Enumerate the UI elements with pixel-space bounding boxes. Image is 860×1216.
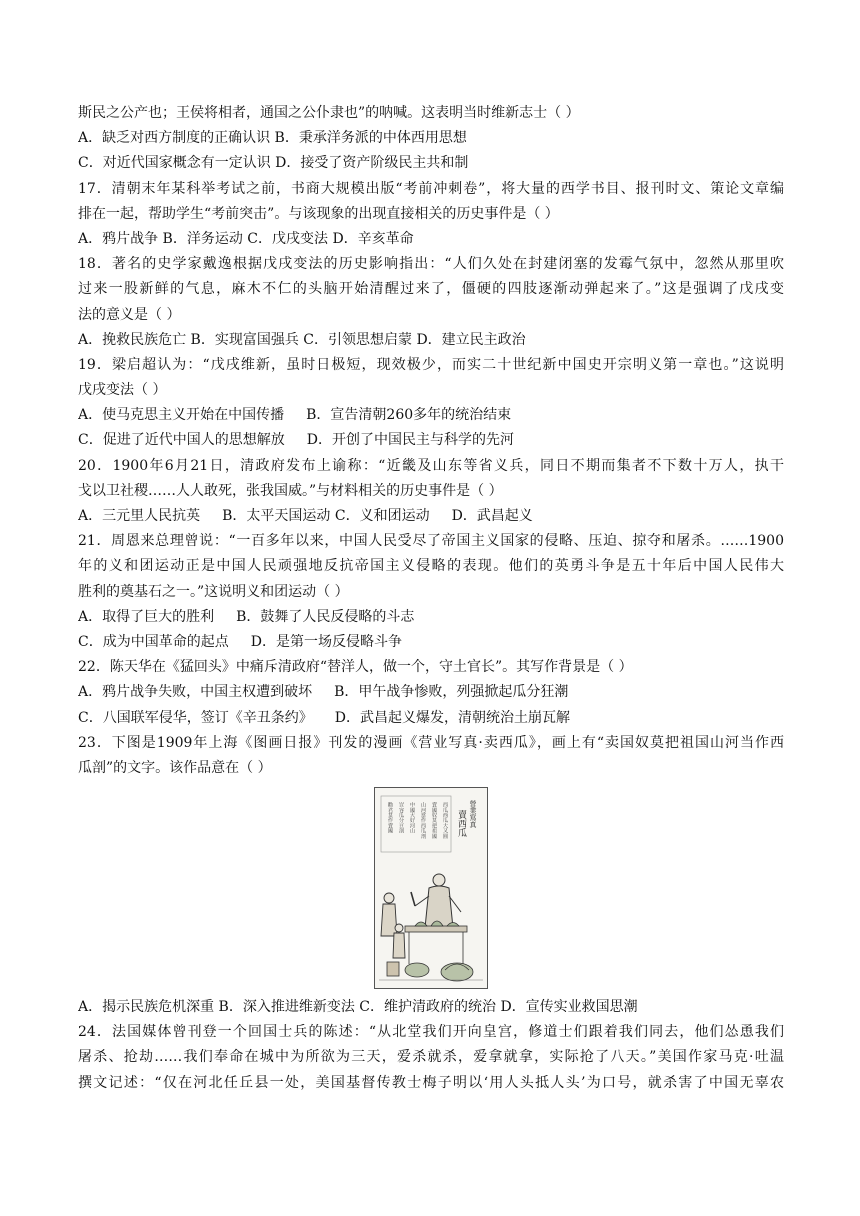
text-line: 屠杀、抢劫……我们奉命在城中为所欲为三天，爱杀就杀，爱拿就拿，实际抢了八天。”美国作家马克·吐温 [78,1049,784,1066]
option-text: B．宣告清朝260多年的统治结束 [306,407,512,424]
questions-after-figure [78,995,784,1096]
option-text: A．鸦片战争失败，中国主权遭到破坏 [78,684,313,701]
text-line: 17．清朝末年某科举考试之前，书商大规模出版“考前冲刺卷”，将大量的西学书目、报刊时文、策论文章编 [78,180,784,197]
text-line: 19．梁启超认为：“戊戌维新，虽时日极短，现效极少，而实二十世纪新中国史开宗明义第一章也。”这说明 [78,356,784,373]
text-line: 过来一股新鲜的气息，麻木不仁的头脑开始清醒过来了，僵硬的四肢逐渐动弹起来了。”这是强调了戊戌变 [78,281,784,298]
option-text: A．取得了巨大的胜利 [78,608,215,625]
text-line [78,605,784,630]
text-line [78,706,784,731]
figure-subtitle: 賣西瓜 [456,810,466,838]
text-line: 年的义和团运动正是中国人民顽强地反抗帝国主义侵略的表现。他们的英勇斗争是五十年后中国人民伟大 [78,558,784,575]
option-text: A．三元里人民抗英 [78,508,201,524]
figure-poem-column: 賣國奴莫把祖國 [431,802,437,839]
text-line: 20．1900年6月21日，清政府发布上谕称：“近畿及山东等省义兵，同日不期而集者不下数十万人，执干 [78,457,784,474]
text-line: 瓜剖”的文字。该作品意在（ ） [78,759,272,776]
figure-poem-column: 中國大好河山 [409,802,415,834]
option-text: B．鼓舞了人民反侵略的斗志 [236,608,415,625]
option-text: C．成为中国革命的起点 [78,633,229,650]
option-text: B．太平天国运动 C．义和团运动 [222,508,430,524]
text-line: A．挽救民族危亡 B．实现富国强兵 C．引领思想启蒙 D．建立民主政治 [78,331,526,348]
text-line [78,403,784,428]
figure-poem-column: 勸君莫作賣國 [387,802,393,834]
text-line [78,504,784,529]
text-line: C．对近代国家概念有一定认识 D．接受了资产阶级民主共和制 [78,155,469,172]
option-text: A．使马克思主义开始在中国传播 [78,407,285,424]
text-line: 斯民之公产也；王侯将相者，通国之公仆隶也”的呐喊。这表明当时维新志士（ ） [78,105,580,121]
option-text: C．八国联军侵华，签订《辛丑条约》 [78,709,313,726]
text-line: 戊戌变法（ ） [78,382,167,399]
option-text: D．开创了中国民主与科学的先河 [306,432,514,449]
text-line: 戈以卫社稷……人人敢死，张我国威。”与材料相关的历史事件是（ ） [78,482,503,499]
figure-area [78,787,784,995]
text-line: 撰文记述：“仅在河北任丘县一处，美国基督传教士梅子明以‘用人头抵人头’为口号，就杀害了中国无辜农 [78,1074,784,1091]
text-line: A．缺乏对西方制度的正确认识 B．秉承洋务派的中体西用思想 [78,130,467,147]
option-text: D．是第一场反侵略斗争 [250,633,402,650]
option-text: C．促进了近代中国人的思想解放 [78,432,285,449]
option-text: B．甲午战争惨败，列强掀起瓜分狂潮 [334,684,569,701]
questions-before-figure [78,101,784,781]
figure-poem-column: 山河當作西瓜剖 [420,802,426,839]
text-line [78,680,784,705]
text-line: 22．陈天华在《猛回头》中痛斥清政府“替洋人，做一个，守土官长”。其写作背景是（ ） [78,659,633,676]
text-line: A．鸦片战争 B．洋务运动 C．戊戌变法 D．辛亥革命 [78,230,414,247]
text-line: 18．著名的史学家戴逸根据戊戌变法的历史影响指出：“人们久处在封建闭塞的发霉气氛中，忽然从那里吹 [78,256,784,273]
text-line: 胜利的奠基石之一。”这说明义和团运动（ ） [78,583,349,600]
text-line: 23．下图是1909年上海《图画日报》刊发的漫画《营业写真·卖西瓜》，画上有“卖国奴莫把祖国山河当作西 [78,734,784,751]
text-line: A．揭示民族危机深重 B．深入推进维新变法 C．维护清政府的统治 D．宣传实业救国思潮 [78,999,638,1016]
option-text: D．武昌起义爆发，清朝统治土崩瓦解 [334,709,570,726]
figure-poem-column: 豈容瓜分豆剖 [398,802,404,834]
document-page [78,101,784,1096]
cartoon-figure [374,787,488,989]
text-line: 排在一起，帮助学生“考前突击”。与该现象的出现直接相关的历史事件是（ ） [78,205,559,222]
text-line [78,428,784,453]
figure-title: 營業寫真 [469,800,477,829]
text-line: 21．周恩来总理曾说：“一百多年以来，中国人民受尽了帝国主义国家的侵略、压迫、掠夺和屠杀。……1900 [78,533,784,550]
figure-poem-column: 西瓜西瓜大又圓 [442,802,448,839]
text-line [78,630,784,655]
option-text: D．武昌起义 [451,508,533,524]
text-line: 法的意义是（ ） [78,306,181,323]
text-line: 24．法国媒体曾刊登一个回国士兵的陈述：“从北堂我们开向皇宫，修道士们跟着我们同去，他们怂恿我们 [78,1024,784,1041]
